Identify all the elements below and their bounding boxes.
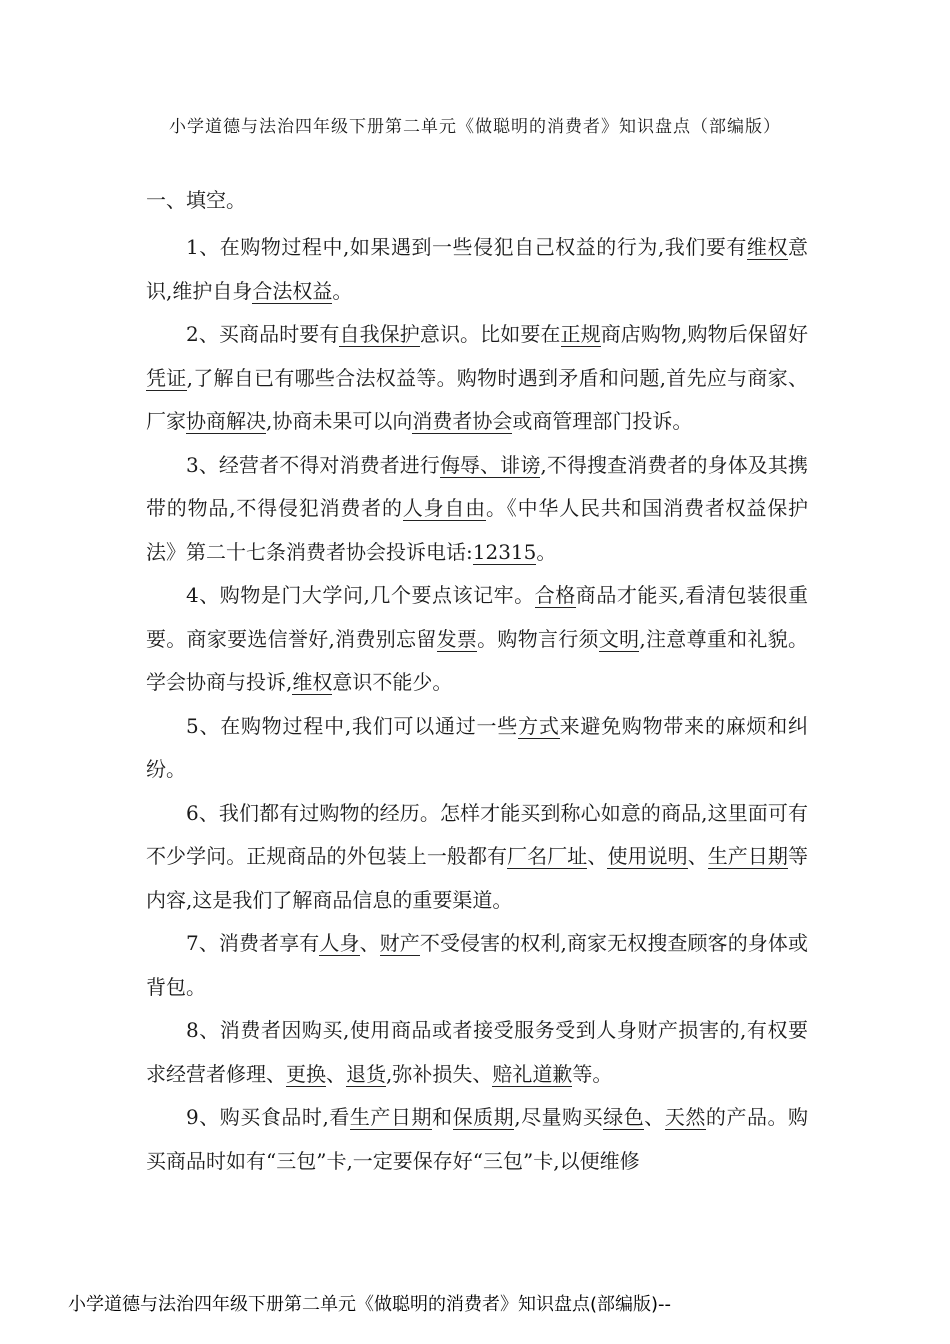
answer-blank: 保质期	[452, 1105, 515, 1129]
text-segment: 3、经营者不得对消费者进行	[186, 452, 440, 477]
paragraph-4	[146, 574, 808, 705]
text-segment: 1、在购物过程中,如果遇到一些侵犯自己权益的行为,我们要有	[186, 235, 747, 259]
text-segment: 商品才能买,看清包装很重要。商家要选信誉好,消费别忘留	[146, 583, 809, 651]
text-segment: ,尽量购买	[514, 1105, 604, 1129]
answer-blank: 合格	[534, 583, 576, 607]
paragraph-8	[146, 1009, 808, 1096]
text-segment: 、	[359, 931, 380, 955]
answer-blank: 协商解决	[186, 409, 266, 433]
text-segment: 、	[326, 1061, 346, 1086]
text-segment: ,弥补损失、	[386, 1061, 493, 1086]
text-segment: 8、消费者因购买,使用商品或者接受服务受到人身财产损害的,有权要求经营者修理、	[146, 1018, 808, 1086]
text-segment: ,注意尊重和礼貌。学会协商与投诉,	[146, 626, 808, 694]
answer-blank: 赔礼道歉	[492, 1061, 573, 1086]
section-heading: 一、填空。	[146, 188, 246, 212]
document-body	[146, 226, 808, 1183]
text-segment: 意识不能少。	[332, 670, 453, 694]
answer-blank: 使用说明	[607, 844, 688, 868]
text-segment: 商店购物,购物后保留好	[600, 322, 808, 346]
text-segment: ,不得搜查消费者的身体及其携带的物品,不得侵犯消费者的	[146, 452, 808, 520]
paragraph-7	[146, 922, 808, 1009]
text-segment: 7、消费者享有	[186, 931, 320, 955]
answer-blank: 绿色	[603, 1105, 645, 1129]
text-segment: 意识,维护自身	[146, 235, 808, 303]
answer-blank: 侮辱、诽谤	[439, 452, 541, 477]
paragraph-2	[146, 313, 808, 444]
text-segment: 、	[587, 844, 608, 868]
answer-blank: 维权	[292, 670, 333, 694]
page-footer: 小学道德与法治四年级下册第二单元《做聪明的消费者》知识盘点(部编版)--	[68, 1294, 672, 1315]
answer-blank: 自我保护	[339, 322, 420, 346]
text-segment: 等。	[572, 1061, 613, 1086]
answer-blank: 文明	[598, 626, 640, 651]
text-segment: 意识。比如要在	[419, 322, 561, 346]
answer-blank: 人身	[319, 931, 360, 955]
answer-blank: 生产日期	[707, 844, 788, 868]
answer-blank: 更换	[286, 1061, 326, 1086]
text-segment: 。	[332, 278, 353, 303]
answer-blank: 合法权益	[252, 278, 333, 303]
text-segment: 。购物言行须	[477, 626, 599, 651]
answer-blank: 财产	[379, 931, 420, 955]
text-segment: 。《中华人民共和国消费者权益保护法》第二十七条消费者协会投诉电话:	[146, 496, 809, 564]
text-segment: ,协商未果可以向	[266, 409, 413, 433]
answer-blank: 12315	[472, 539, 537, 564]
text-segment: 和	[432, 1105, 453, 1129]
answer-blank: 凭证	[146, 365, 187, 390]
text-segment: 。	[536, 539, 557, 564]
text-segment: ,了解自已有哪些合法权益等。购物时遇到矛盾和问题,首先应与商家、厂家	[146, 365, 808, 433]
text-segment: 或商管理部门投诉。	[512, 409, 693, 433]
answer-blank: 天然	[664, 1105, 706, 1129]
paragraph-1	[146, 226, 808, 313]
answer-blank: 发票	[436, 626, 478, 651]
text-segment: 9、购买食品时,看	[186, 1105, 350, 1129]
text-segment: 5、在购物过程中,我们可以通过一些	[186, 713, 519, 738]
paragraph-6	[146, 792, 808, 923]
text-segment: 、	[687, 844, 708, 868]
paragraph-5	[146, 705, 808, 792]
answer-blank: 厂名厂址	[507, 844, 588, 868]
text-segment: 等内容,这是我们了解商品信息的重要渠道。	[146, 844, 808, 912]
paragraph-9	[146, 1096, 808, 1183]
answer-blank: 消费者协会	[412, 409, 513, 433]
text-segment: 、	[644, 1105, 665, 1129]
answer-blank: 维权	[746, 235, 788, 259]
text-segment: 4、购物是门大学问,几个要点该记牢。	[186, 583, 535, 607]
text-segment: 不受侵害的权利,商家无权搜查顾客的身体或背包。	[146, 931, 808, 999]
answer-blank: 方式	[518, 713, 560, 738]
text-segment: 来避免购物带来的麻烦和纠纷。	[146, 713, 808, 781]
text-segment: 6、我们都有过购物的经历。怎样才能买到称心如意的商品,这里面可有不少学问。正规商品的外包装上一般都有	[146, 800, 808, 868]
answer-blank: 人身自由	[402, 496, 486, 520]
answer-blank: 正规	[560, 322, 601, 346]
document-title: 小学道德与法治四年级下册第二单元《做聪明的消费者》知识盘点（部编版）	[169, 117, 781, 137]
text-segment: 的产品。购买商品时如有“三包”卡,一定要保存好“三包”卡,以便维修	[146, 1105, 809, 1173]
text-segment: 2、买商品时要有	[186, 322, 340, 346]
paragraph-3	[146, 444, 808, 575]
answer-blank: 生产日期	[349, 1105, 433, 1129]
answer-blank: 退货	[346, 1061, 386, 1086]
